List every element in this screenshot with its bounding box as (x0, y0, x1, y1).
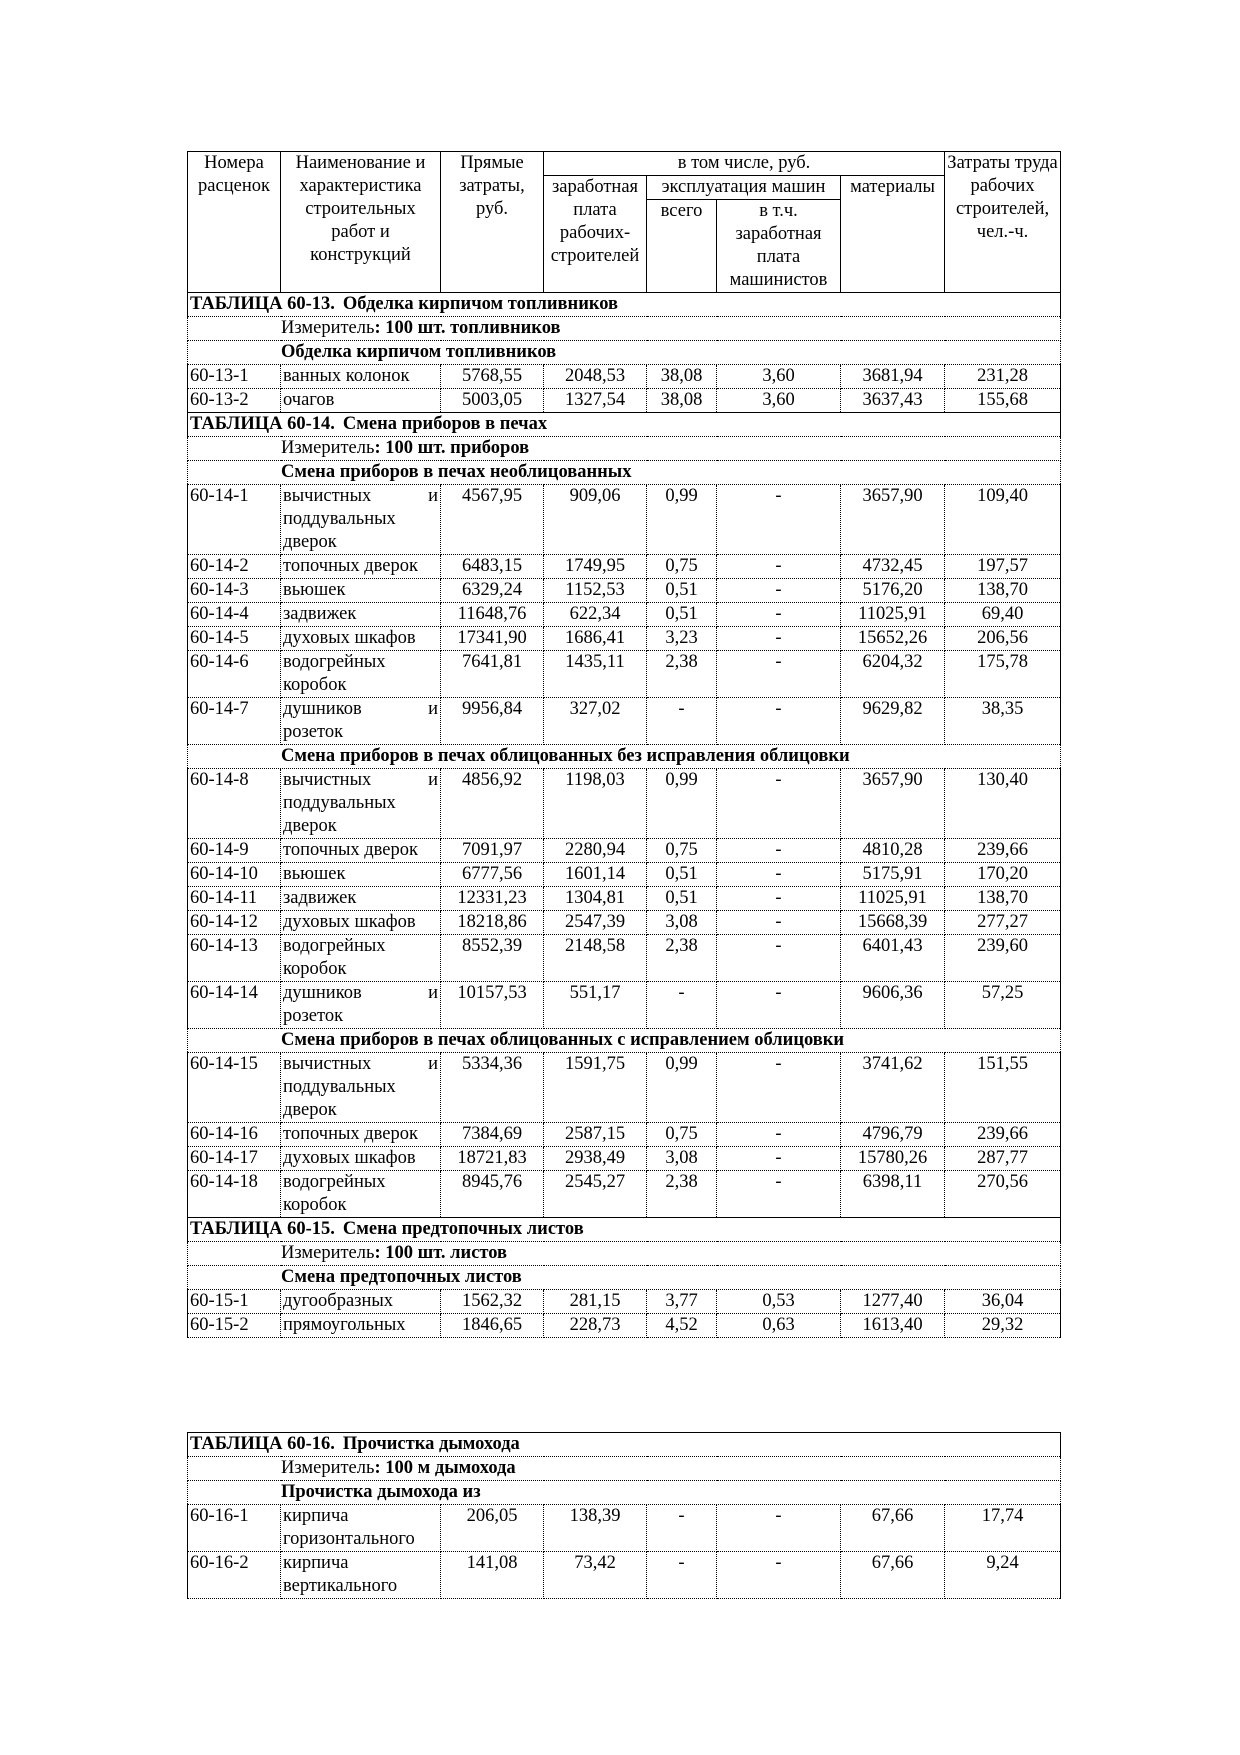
labor-cost: 138,70 (945, 887, 1061, 911)
table-title-row (188, 1433, 1061, 1457)
rates-table (187, 151, 1061, 1338)
rate-code: 60-14-8 (188, 769, 281, 839)
table-row (188, 769, 1061, 839)
machine-cost: 3,08 (647, 911, 717, 935)
table-number: ТАБЛИЦА 60-14. (190, 414, 335, 434)
measure (188, 1242, 1061, 1266)
labor-cost: 36,04 (945, 1290, 1061, 1314)
machine-cost: 3,77 (647, 1290, 717, 1314)
table-title-row (188, 413, 1061, 437)
machinist-wage: - (717, 863, 841, 887)
materials-cost: 15780,26 (841, 1147, 945, 1171)
machinist-wage: - (717, 769, 841, 839)
table-row (188, 485, 1061, 555)
machinist-wage: 0,63 (717, 1314, 841, 1338)
wage-cost: 1304,81 (544, 887, 647, 911)
rate-name: вьюшек (281, 579, 441, 603)
rate-name: ванных колонок (281, 365, 441, 389)
table-row (188, 555, 1061, 579)
materials-cost: 6401,43 (841, 935, 945, 982)
table-row (188, 1123, 1061, 1147)
rate-name: водогрейных коробок (281, 1171, 441, 1218)
machine-cost: 2,38 (647, 651, 717, 698)
direct-cost: 12331,23 (441, 887, 544, 911)
direct-cost: 8945,76 (441, 1171, 544, 1218)
wage-cost: 1198,03 (544, 769, 647, 839)
wage-cost: 2280,94 (544, 839, 647, 863)
header-name: Наименование и характеристика строительных работ и конструкций (281, 152, 441, 293)
rate-code: 60-14-10 (188, 863, 281, 887)
rates-table-2 (187, 1432, 1061, 1599)
machine-cost: 0,75 (647, 839, 717, 863)
rate-code: 60-14-3 (188, 579, 281, 603)
table-row (188, 651, 1061, 698)
materials-cost: 4810,28 (841, 839, 945, 863)
machinist-wage: 3,60 (717, 389, 841, 413)
rate-code: 60-14-7 (188, 698, 281, 745)
table-number: ТАБЛИЦА 60-15. (190, 1219, 335, 1239)
wage-cost: 1749,95 (544, 555, 647, 579)
section-row (188, 1481, 1061, 1505)
rate-name: кирпича вертикального (281, 1552, 441, 1599)
header-code: Номера расценок (188, 152, 281, 293)
rate-code: 60-14-13 (188, 935, 281, 982)
direct-cost: 10157,53 (441, 982, 544, 1029)
rate-code: 60-15-1 (188, 1290, 281, 1314)
table-row (188, 603, 1061, 627)
rate-name: духовых шкафов (281, 911, 441, 935)
table-body (188, 293, 1061, 1338)
materials-cost: 3637,43 (841, 389, 945, 413)
machinist-wage: - (717, 603, 841, 627)
header-machine-wage: в т.ч. заработная плата машинистов (717, 200, 841, 293)
machine-cost: 0,75 (647, 1123, 717, 1147)
table-name: Прочистка дымохода (342, 1434, 520, 1454)
header-machine: эксплуатация машин (647, 176, 841, 200)
materials-cost: 67,66 (841, 1505, 945, 1552)
table-row (188, 1552, 1061, 1599)
labor-cost: 231,28 (945, 365, 1061, 389)
machine-cost: 0,51 (647, 863, 717, 887)
measure (188, 1457, 1061, 1481)
direct-cost: 8552,39 (441, 935, 544, 982)
table-row (188, 389, 1061, 413)
materials-cost: 1277,40 (841, 1290, 945, 1314)
machine-cost: 0,99 (647, 769, 717, 839)
rate-name: топочных дверок (281, 839, 441, 863)
rate-name: водогрейных коробок (281, 935, 441, 982)
measure (188, 317, 1061, 341)
machine-cost: 38,08 (647, 389, 717, 413)
labor-cost: 69,40 (945, 603, 1061, 627)
rate-code: 60-14-4 (188, 603, 281, 627)
direct-cost: 4856,92 (441, 769, 544, 839)
machinist-wage: - (717, 555, 841, 579)
table-title (188, 1218, 1061, 1242)
wage-cost: 1591,75 (544, 1053, 647, 1123)
wage-cost: 228,73 (544, 1314, 647, 1338)
wage-cost: 2587,15 (544, 1123, 647, 1147)
rate-name: топочных дверок (281, 555, 441, 579)
wage-cost: 1327,54 (544, 389, 647, 413)
wage-cost: 327,02 (544, 698, 647, 745)
rate-code: 60-14-5 (188, 627, 281, 651)
wage-cost: 1601,14 (544, 863, 647, 887)
table-title (188, 413, 1061, 437)
materials-cost: 4796,79 (841, 1123, 945, 1147)
table-row (188, 579, 1061, 603)
materials-cost: 9629,82 (841, 698, 945, 745)
machinist-wage: 0,53 (717, 1290, 841, 1314)
wage-cost: 73,42 (544, 1552, 647, 1599)
table-body-2 (188, 1433, 1061, 1599)
rate-code: 60-14-18 (188, 1171, 281, 1218)
measure-row (188, 1457, 1061, 1481)
table-row (188, 982, 1061, 1029)
rate-code: 60-14-12 (188, 911, 281, 935)
wage-cost: 622,34 (544, 603, 647, 627)
rate-name: задвижек (281, 603, 441, 627)
labor-cost: 270,56 (945, 1171, 1061, 1218)
measure-label: Измеритель (281, 1243, 375, 1263)
wage-cost: 2148,58 (544, 935, 647, 982)
table-row (188, 627, 1061, 651)
direct-cost: 5334,36 (441, 1053, 544, 1123)
rate-name: кирпича горизонтального (281, 1505, 441, 1552)
machinist-wage: - (717, 485, 841, 555)
machine-cost: 0,99 (647, 1053, 717, 1123)
table-title (188, 293, 1061, 317)
direct-cost: 18721,83 (441, 1147, 544, 1171)
table-row (188, 911, 1061, 935)
direct-cost: 7384,69 (441, 1123, 544, 1147)
rate-name: очагов (281, 389, 441, 413)
machinist-wage: - (717, 982, 841, 1029)
machinist-wage: - (717, 1171, 841, 1218)
table-row (188, 1290, 1061, 1314)
direct-cost: 141,08 (441, 1552, 544, 1599)
materials-cost: 9606,36 (841, 982, 945, 1029)
measure-value: : 100 м дымохода (374, 1458, 516, 1478)
materials-cost: 3657,90 (841, 769, 945, 839)
direct-cost: 9956,84 (441, 698, 544, 745)
rate-name: вычистных и поддувальных дверок (281, 1053, 441, 1123)
wage-cost: 2938,49 (544, 1147, 647, 1171)
labor-cost: 206,56 (945, 627, 1061, 651)
rate-name: топочных дверок (281, 1123, 441, 1147)
wage-cost: 1152,53 (544, 579, 647, 603)
materials-cost: 11025,91 (841, 887, 945, 911)
direct-cost: 4567,95 (441, 485, 544, 555)
machinist-wage: 3,60 (717, 365, 841, 389)
direct-cost: 6777,56 (441, 863, 544, 887)
measure-value: : 100 шт. листов (374, 1243, 508, 1263)
rate-name: духовых шкафов (281, 1147, 441, 1171)
rate-name: вьюшек (281, 863, 441, 887)
rate-code: 60-14-2 (188, 555, 281, 579)
rate-name: прямоугольных (281, 1314, 441, 1338)
machine-cost: - (647, 982, 717, 1029)
wage-cost: 1686,41 (544, 627, 647, 651)
direct-cost: 5003,05 (441, 389, 544, 413)
machine-cost: 0,75 (647, 555, 717, 579)
table-row (188, 935, 1061, 982)
header-labor: Затраты труда рабочих строителей, чел.-ч. (945, 152, 1061, 293)
machine-cost: 0,99 (647, 485, 717, 555)
machine-cost: 38,08 (647, 365, 717, 389)
direct-cost: 18218,86 (441, 911, 544, 935)
materials-cost: 4732,45 (841, 555, 945, 579)
labor-cost: 239,66 (945, 1123, 1061, 1147)
direct-cost: 5768,55 (441, 365, 544, 389)
wage-cost: 909,06 (544, 485, 647, 555)
wage-cost: 1435,11 (544, 651, 647, 698)
labor-cost: 239,66 (945, 839, 1061, 863)
table-row (188, 863, 1061, 887)
machinist-wage: - (717, 627, 841, 651)
direct-cost: 6483,15 (441, 555, 544, 579)
direct-cost: 7091,97 (441, 839, 544, 863)
rate-code: 60-13-1 (188, 365, 281, 389)
labor-cost: 155,68 (945, 389, 1061, 413)
rate-name: духовых шкафов (281, 627, 441, 651)
rate-name: вычистных и поддувальных дверок (281, 769, 441, 839)
table-title-row (188, 1218, 1061, 1242)
direct-cost: 206,05 (441, 1505, 544, 1552)
machine-cost: 0,51 (647, 603, 717, 627)
materials-cost: 3657,90 (841, 485, 945, 555)
direct-cost: 17341,90 (441, 627, 544, 651)
materials-cost: 15668,39 (841, 911, 945, 935)
rate-code: 60-14-6 (188, 651, 281, 698)
rate-name: душников и розеток (281, 982, 441, 1029)
table-row (188, 1314, 1061, 1338)
machinist-wage: - (717, 1053, 841, 1123)
labor-cost: 151,55 (945, 1053, 1061, 1123)
machinist-wage: - (717, 1123, 841, 1147)
table-row (188, 887, 1061, 911)
section-title: Смена предтопочных листов (188, 1266, 1061, 1290)
machinist-wage: - (717, 1552, 841, 1599)
rate-code: 60-13-2 (188, 389, 281, 413)
labor-cost: 109,40 (945, 485, 1061, 555)
rate-name: задвижек (281, 887, 441, 911)
wage-cost: 2547,39 (544, 911, 647, 935)
machinist-wage: - (717, 651, 841, 698)
direct-cost: 11648,76 (441, 603, 544, 627)
measure-value: : 100 шт. приборов (374, 438, 530, 458)
labor-cost: 57,25 (945, 982, 1061, 1029)
rate-code: 60-16-2 (188, 1552, 281, 1599)
direct-cost: 7641,81 (441, 651, 544, 698)
materials-cost: 1613,40 (841, 1314, 945, 1338)
wage-cost: 138,39 (544, 1505, 647, 1552)
measure-row (188, 317, 1061, 341)
machine-cost: 0,51 (647, 579, 717, 603)
table-row (188, 1505, 1061, 1552)
header-wage: заработная плата рабочих-строителей (544, 176, 647, 293)
table-row (188, 1053, 1061, 1123)
rate-code: 60-14-1 (188, 485, 281, 555)
rate-name: вычистных и поддувальных дверок (281, 485, 441, 555)
direct-cost: 1562,32 (441, 1290, 544, 1314)
rate-code: 60-15-2 (188, 1314, 281, 1338)
measure-value: : 100 шт. топливников (374, 318, 561, 338)
materials-cost: 6204,32 (841, 651, 945, 698)
machine-cost: 2,38 (647, 1171, 717, 1218)
labor-cost: 239,60 (945, 935, 1061, 982)
machinist-wage: - (717, 698, 841, 745)
machinist-wage: - (717, 579, 841, 603)
section-row (188, 745, 1061, 769)
header-direct: Прямые затраты, руб. (441, 152, 544, 293)
materials-cost: 5176,20 (841, 579, 945, 603)
rate-code: 60-14-9 (188, 839, 281, 863)
rate-code: 60-14-17 (188, 1147, 281, 1171)
section-title: Смена приборов в печах облицованных без исправления облицовки (188, 745, 1061, 769)
table-title-row (188, 293, 1061, 317)
wage-cost: 281,15 (544, 1290, 647, 1314)
direct-cost: 6329,24 (441, 579, 544, 603)
measure-row (188, 437, 1061, 461)
machinist-wage: - (717, 935, 841, 982)
measure-label: Измеритель (281, 438, 375, 458)
labor-cost: 29,32 (945, 1314, 1061, 1338)
measure-row (188, 1242, 1061, 1266)
wage-cost: 2545,27 (544, 1171, 647, 1218)
rate-name: водогрейных коробок (281, 651, 441, 698)
machine-cost: 3,23 (647, 627, 717, 651)
labor-cost: 9,24 (945, 1552, 1061, 1599)
rate-name: дугообразных (281, 1290, 441, 1314)
materials-cost: 3741,62 (841, 1053, 945, 1123)
header-machine-total: всего (647, 200, 717, 293)
rate-name: душников и розеток (281, 698, 441, 745)
section-row (188, 1266, 1061, 1290)
section-title: Обделка кирпичом топливников (188, 341, 1061, 365)
labor-cost: 170,20 (945, 863, 1061, 887)
materials-cost: 6398,11 (841, 1171, 945, 1218)
materials-cost: 5175,91 (841, 863, 945, 887)
measure-label: Измеритель (281, 1458, 375, 1478)
machinist-wage: - (717, 839, 841, 863)
labor-cost: 17,74 (945, 1505, 1061, 1552)
labor-cost: 138,70 (945, 579, 1061, 603)
table-number: ТАБЛИЦА 60-16. (190, 1434, 335, 1454)
table-name: Обделка кирпичом топливников (342, 294, 619, 314)
direct-cost: 1846,65 (441, 1314, 544, 1338)
machine-cost: 0,51 (647, 887, 717, 911)
measure-label: Измеритель (281, 318, 375, 338)
rate-code: 60-14-16 (188, 1123, 281, 1147)
header-materials: материалы (841, 176, 945, 293)
table-title (188, 1433, 1061, 1457)
machine-cost: - (647, 1505, 717, 1552)
rate-code: 60-14-15 (188, 1053, 281, 1123)
section-row (188, 341, 1061, 365)
materials-cost: 67,66 (841, 1552, 945, 1599)
machine-cost: 2,38 (647, 935, 717, 982)
section-title: Смена приборов в печах необлицованных (188, 461, 1061, 485)
table-name: Смена предтопочных листов (342, 1219, 584, 1239)
machinist-wage: - (717, 1147, 841, 1171)
labor-cost: 175,78 (945, 651, 1061, 698)
materials-cost: 15652,26 (841, 627, 945, 651)
table-row (188, 1171, 1061, 1218)
section-title: Прочистка дымохода из (188, 1481, 1061, 1505)
machine-cost: 4,52 (647, 1314, 717, 1338)
section-row (188, 1029, 1061, 1053)
wage-cost: 551,17 (544, 982, 647, 1029)
table-name: Смена приборов в печах (342, 414, 548, 434)
measure (188, 437, 1061, 461)
section-title: Смена приборов в печах облицованных с исправлением облицовки (188, 1029, 1061, 1053)
rate-code: 60-16-1 (188, 1505, 281, 1552)
machine-cost: - (647, 1552, 717, 1599)
table-row (188, 1147, 1061, 1171)
section-row (188, 461, 1061, 485)
wage-cost: 2048,53 (544, 365, 647, 389)
header-incl: в том числе, руб. (544, 152, 945, 176)
machinist-wage: - (717, 1505, 841, 1552)
table-row (188, 839, 1061, 863)
machine-cost: 3,08 (647, 1147, 717, 1171)
table-row (188, 698, 1061, 745)
machinist-wage: - (717, 887, 841, 911)
labor-cost: 130,40 (945, 769, 1061, 839)
table-header (188, 152, 1061, 293)
machinist-wage: - (717, 911, 841, 935)
table-row (188, 365, 1061, 389)
materials-cost: 11025,91 (841, 603, 945, 627)
machine-cost: - (647, 698, 717, 745)
materials-cost: 3681,94 (841, 365, 945, 389)
table-number: ТАБЛИЦА 60-13. (190, 294, 335, 314)
labor-cost: 38,35 (945, 698, 1061, 745)
labor-cost: 277,27 (945, 911, 1061, 935)
rate-code: 60-14-14 (188, 982, 281, 1029)
rate-code: 60-14-11 (188, 887, 281, 911)
labor-cost: 287,77 (945, 1147, 1061, 1171)
labor-cost: 197,57 (945, 555, 1061, 579)
